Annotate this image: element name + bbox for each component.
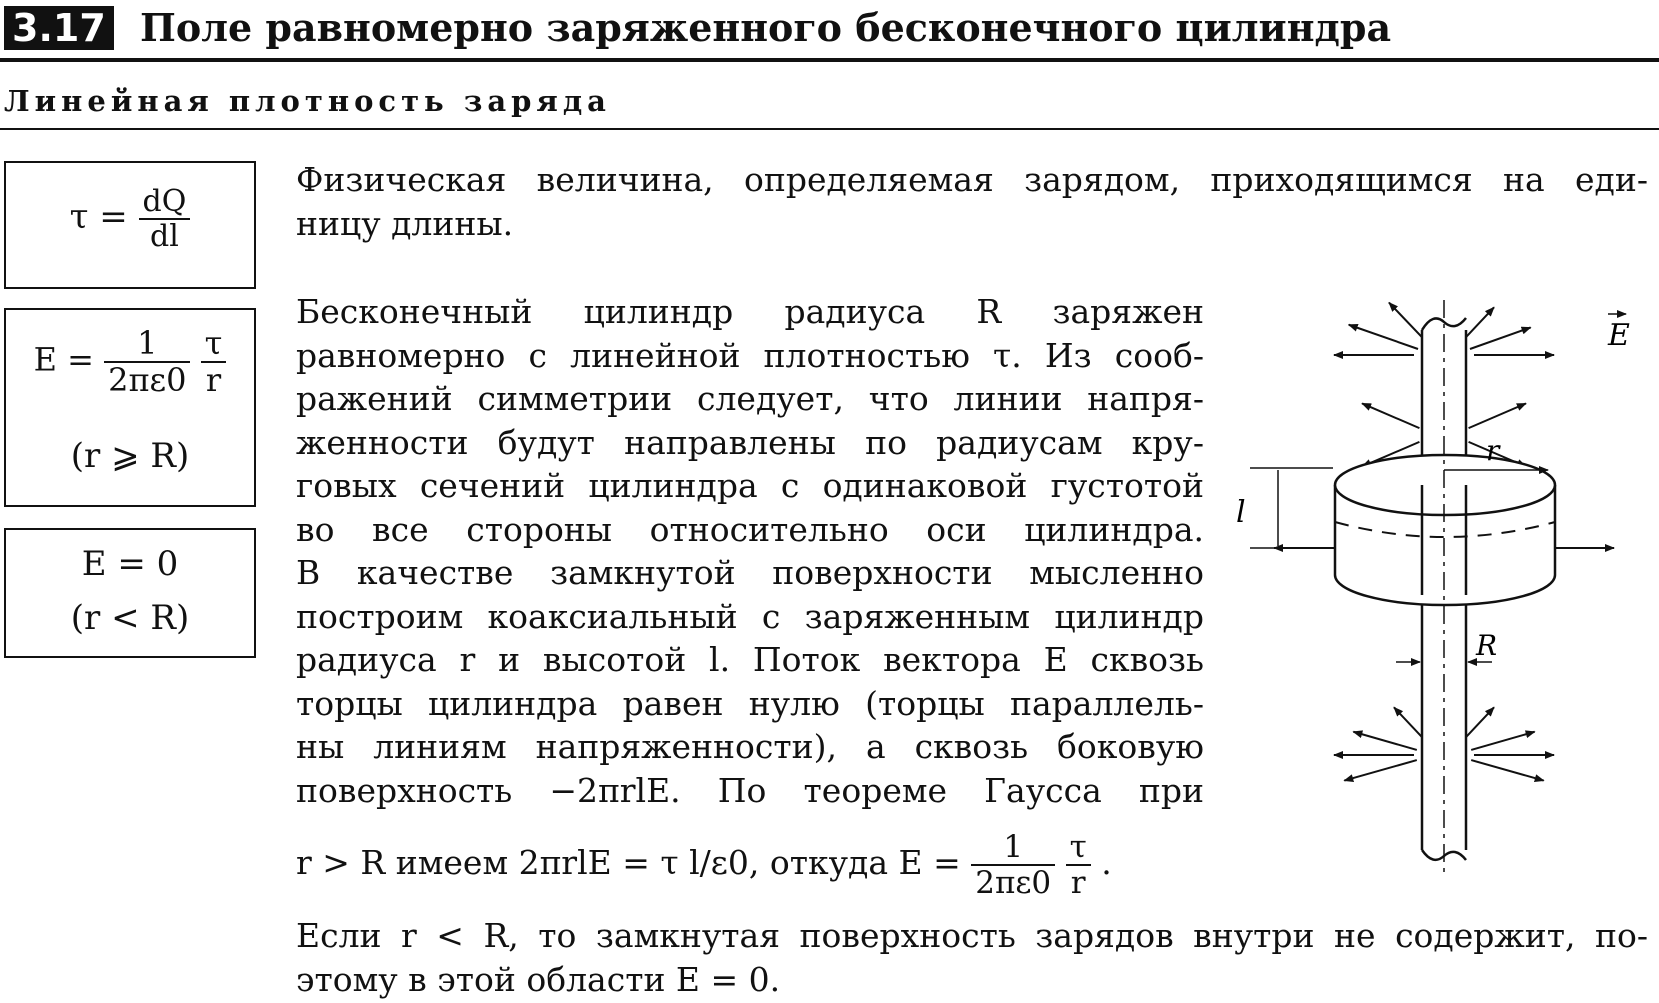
field-arrow bbox=[1362, 403, 1419, 428]
formula-E-outside-num: 1 bbox=[104, 326, 190, 363]
formula-E-outside-den: 2πε0 bbox=[108, 361, 187, 400]
body-line: женности будут направлены по радиусам кру- bbox=[296, 422, 1204, 462]
label-l: l bbox=[1236, 495, 1246, 530]
formula-tau-numerator: dQ bbox=[139, 185, 191, 220]
gauss-num2: τ bbox=[1066, 830, 1091, 866]
formula-tau-fraction bbox=[139, 185, 191, 253]
gauss-den2: r bbox=[1070, 865, 1086, 902]
gaussian-cylinder bbox=[1335, 455, 1555, 605]
gauss-num: 1 bbox=[971, 830, 1055, 866]
label-r: r bbox=[1486, 434, 1500, 467]
gauss-end: . bbox=[1101, 843, 1112, 883]
gauss-E-lhs: E = bbox=[898, 843, 961, 883]
gauss-line-start: r > R имеем 2πrlE = τ l/ε0, откуда bbox=[296, 843, 889, 883]
subsection-rule bbox=[0, 128, 1659, 130]
header-rule bbox=[0, 58, 1659, 62]
formula-E-inside-condition: (r < R) bbox=[70, 598, 190, 638]
body-line: построим коаксиальный с заряженным цилиндр bbox=[296, 596, 1204, 636]
cylinder-field-diagram bbox=[1230, 290, 1650, 880]
body-line: ражений симметрии следует, что линии напря- bbox=[296, 379, 1204, 418]
formula-E-outside-condition: (r ⩾ R) bbox=[70, 436, 190, 476]
body-line: радиуса r и высотой l. Поток вектора E сквозь bbox=[296, 640, 1204, 679]
field-arrow bbox=[1470, 328, 1531, 350]
field-arrow bbox=[1353, 732, 1416, 750]
body-line: ны линиям напряженности), а сквозь боковую bbox=[296, 727, 1204, 766]
body-line: во все стороны относительно оси цилиндра. bbox=[296, 509, 1204, 549]
formula-E-outside-den2: r bbox=[205, 361, 222, 400]
conclusion-paragraph bbox=[296, 914, 1648, 1001]
body-line: В качестве замкнутой поверхности мысленно bbox=[296, 553, 1204, 592]
definition-paragraph bbox=[296, 158, 1648, 245]
formula-box-linear-density bbox=[4, 161, 256, 289]
gauss-den: 2πε0 bbox=[975, 865, 1052, 902]
definition-line: ницу длины. bbox=[296, 203, 514, 243]
body-line: торцы цилиндра равен нулю (торцы параллель- bbox=[296, 683, 1204, 723]
formula-E-inside: E = 0 bbox=[81, 544, 179, 584]
formula-tau bbox=[6, 185, 254, 253]
field-arrow bbox=[1349, 325, 1418, 349]
gauss-fraction-2 bbox=[1066, 830, 1091, 900]
body-line: Бесконечный цилиндр радиуса R заряжен bbox=[296, 292, 1204, 331]
formula-tau-denominator: dl bbox=[150, 219, 179, 254]
gauss-fraction-1 bbox=[971, 830, 1055, 900]
formula-E-outside-lhs: E = bbox=[33, 340, 94, 379]
formula-E-outside-fraction-2 bbox=[201, 326, 227, 398]
gauss-result-line bbox=[296, 830, 1196, 900]
section-title: Поле равномерно заряженного бесконечного цилиндра bbox=[140, 5, 1392, 50]
formula-tau-lhs: τ = bbox=[69, 197, 128, 237]
body-line: поверхность −2πrlE. По теореме Гаусса при bbox=[296, 770, 1204, 810]
field-arrow bbox=[1471, 732, 1534, 750]
conclusion-line: Если r < R, то замкнутая поверхность зарядов внутри не содержит, по- bbox=[296, 916, 1648, 955]
body-line: говых сечений цилиндра с одинаковой густотой bbox=[296, 466, 1204, 505]
label-E: E bbox=[1608, 318, 1630, 353]
section-header bbox=[0, 0, 1659, 60]
section-number: 3.17 bbox=[4, 6, 114, 50]
subsection-title: Линейная плотность заряда bbox=[4, 84, 611, 118]
formula-E-outside bbox=[6, 326, 254, 398]
formula-box-field-outside bbox=[4, 308, 256, 507]
conclusion-line: этому в этой области E = 0. bbox=[296, 959, 781, 999]
label-R: R bbox=[1476, 629, 1498, 662]
body-line: равномерно с линейной плотностью τ. Из сооб- bbox=[296, 335, 1204, 375]
formula-box-field-inside bbox=[4, 528, 256, 658]
field-arrow bbox=[1471, 760, 1544, 780]
formula-E-outside-num2: τ bbox=[201, 326, 227, 363]
body-paragraph bbox=[296, 290, 1204, 812]
formula-E-outside-fraction-1 bbox=[104, 326, 190, 398]
field-arrow bbox=[1344, 760, 1417, 780]
field-arrow bbox=[1469, 403, 1526, 428]
definition-line: Физическая величина, определяемая зарядом, приходящимся на еди- bbox=[296, 160, 1648, 199]
